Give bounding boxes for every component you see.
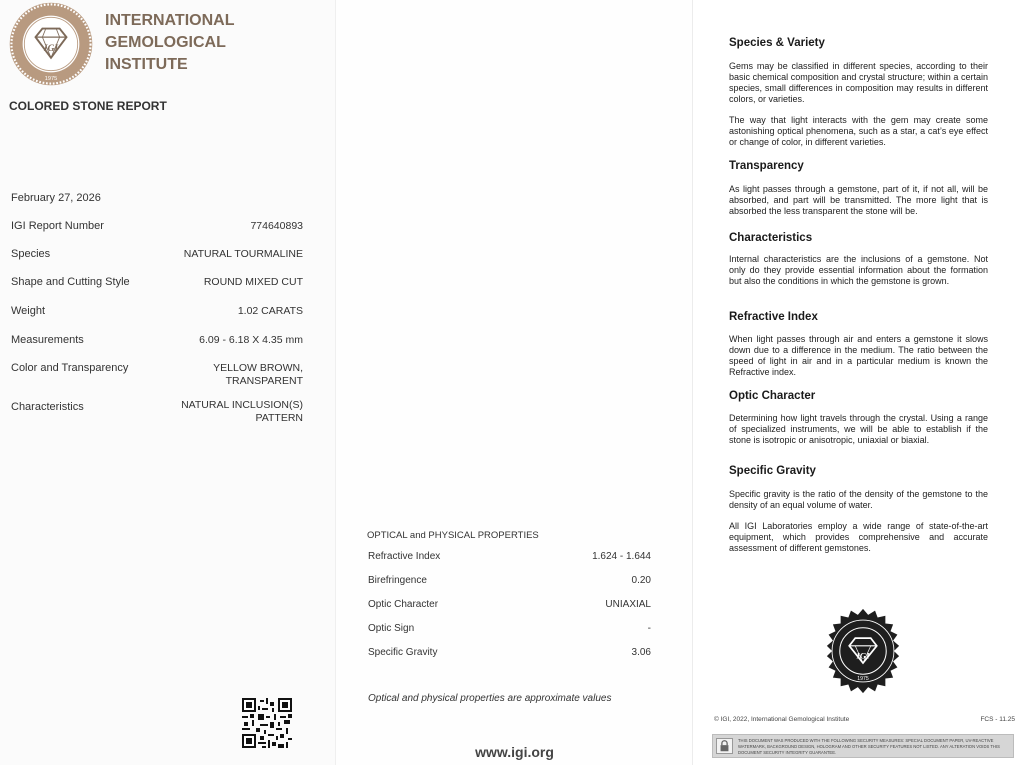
prop-value-refractive-index: 1.624 - 1.644 <box>592 551 651 562</box>
glossary-paragraph: When light passes through air and enters a gemstone it slows down due to a difference in the medium. The ratio between the speed of light in air and in a particular medium is known the Refractive index. <box>729 334 988 377</box>
organization-name: INTERNATIONAL GEMOLOGICAL INSTITUTE <box>105 12 235 73</box>
form-code: FCS - 11.25 <box>980 716 1015 723</box>
seal-monogram: IGI <box>856 650 870 661</box>
glossary-heading-optic-character: Optic Character <box>729 390 816 402</box>
field-value-characteristics: NATURAL INCLUSION(S) PATTERN <box>181 399 303 424</box>
glossary-paragraph: Internal characteristics are the inclusions of a gemstone. Not only do they provide essential information about the formation but also the conditions in which the gemstone is grown. <box>729 254 988 286</box>
security-notice-text: THIS DOCUMENT WAS PRODUCED WITH THE FOLLOWING SECURITY MEASURES: SPECIAL DOCUMENT PAPER, UV-REACTIVE WATERMARK, BACKGROUND DESIGN, HOLOGRAM AND OTHER SECURITY FEATURES NOT LISTED. ANY ALTERATION VOIDS THIS DOCUMENT SECURITY INTEGRITY GUARANTEE. <box>738 738 1000 755</box>
field-value-weight: 1.02 CARATS <box>237 305 303 317</box>
copyright-text: © IGI, 2022, International Gemological Institute <box>714 716 850 723</box>
glossary-heading-characteristics: Characteristics <box>729 232 813 244</box>
glossary-paragraph: Determining how light travels through the crystal. Using a range of specialized instruments, we will be able to establish if the stone is isotropic or anisotropic, uniaxial or biaxial. <box>729 413 988 445</box>
glossary-paragraph: The way that light interacts with the gem may create some astonishing optical phenomena, such as a star, a cat’s eye effect or change of color, in different varieties. <box>729 115 988 147</box>
glossary-heading-transparency: Transparency <box>729 160 804 172</box>
prop-label-optic-character: Optic Character <box>368 599 439 610</box>
field-label-characteristics: Characteristics <box>11 401 84 413</box>
prop-label-specific-gravity: Specific Gravity <box>368 647 438 658</box>
glossary-paragraph: Gems may be classified in different species, according to their basic chemical composition and crystal structure; within a certain species, small differences in composition may results in different colors, or varieties. <box>729 61 988 104</box>
seal-year: 1975 <box>44 76 58 83</box>
field-value-color: YELLOW BROWN, TRANSPARENT <box>213 362 303 387</box>
properties-panel <box>335 0 693 765</box>
report-front-panel <box>0 0 335 765</box>
approximate-values-note: Optical and physical properties are approximate values <box>368 693 612 704</box>
field-value-species: NATURAL TOURMALINE <box>183 248 303 260</box>
igi-seal-black-logo <box>820 608 906 694</box>
lock-icon <box>716 738 733 754</box>
field-value-report-number: 774640893 <box>250 220 303 232</box>
seal-year: 1975 <box>857 676 869 683</box>
igi-seal-logo <box>8 1 94 87</box>
prop-value-optic-character: UNIAXIAL <box>605 599 651 610</box>
field-label-report-number: IGI Report Number <box>11 220 104 232</box>
prop-value-birefringence: 0.20 <box>631 575 651 586</box>
glossary-paragraph: As light passes through a gemstone, part of it, if not all, will be absorbed, and part will be transmitted. The more light that is absorbed the less transparent the stone will be. <box>729 184 988 216</box>
glossary-heading-refractive-index: Refractive Index <box>729 311 818 323</box>
field-value-measurements: 6.09 - 6.18 X 4.35 mm <box>199 334 303 346</box>
prop-label-optic-sign: Optic Sign <box>368 623 415 634</box>
properties-title: OPTICAL and PHYSICAL PROPERTIES <box>367 530 539 541</box>
security-notice-strip <box>712 734 1014 758</box>
prop-label-birefringence: Birefringence <box>368 575 427 586</box>
report-date: February 27, 2026 <box>11 192 101 204</box>
prop-value-optic-sign: - <box>647 623 651 634</box>
prop-value-specific-gravity: 3.06 <box>631 647 651 658</box>
glossary-panel <box>692 0 1024 765</box>
field-label-species: Species <box>11 248 51 260</box>
field-value-shape: ROUND MIXED CUT <box>203 276 303 288</box>
prop-label-refractive-index: Refractive Index <box>368 551 441 562</box>
glossary-paragraph: Specific gravity is the ratio of the density of the gemstone to the density of an equal volume of water. <box>729 489 988 510</box>
glossary-heading-specific-gravity: Specific Gravity <box>729 465 816 477</box>
seal-monogram: IGI <box>43 43 59 54</box>
field-label-color: Color and Transparency <box>11 362 129 374</box>
website-link[interactable]: www.igi.org <box>475 744 554 760</box>
field-label-weight: Weight <box>11 305 46 317</box>
field-label-shape: Shape and Cutting Style <box>11 276 130 288</box>
glossary-paragraph: All IGI Laboratories employ a wide range of state-of-the-art equipment, which provides comprehensive and accurate assessment of different gemstones. <box>729 521 988 553</box>
field-label-measurements: Measurements <box>11 334 84 346</box>
glossary-heading-species: Species & Variety <box>729 37 825 49</box>
qr-code[interactable] <box>242 698 292 748</box>
report-title: COLORED STONE REPORT <box>9 99 167 113</box>
